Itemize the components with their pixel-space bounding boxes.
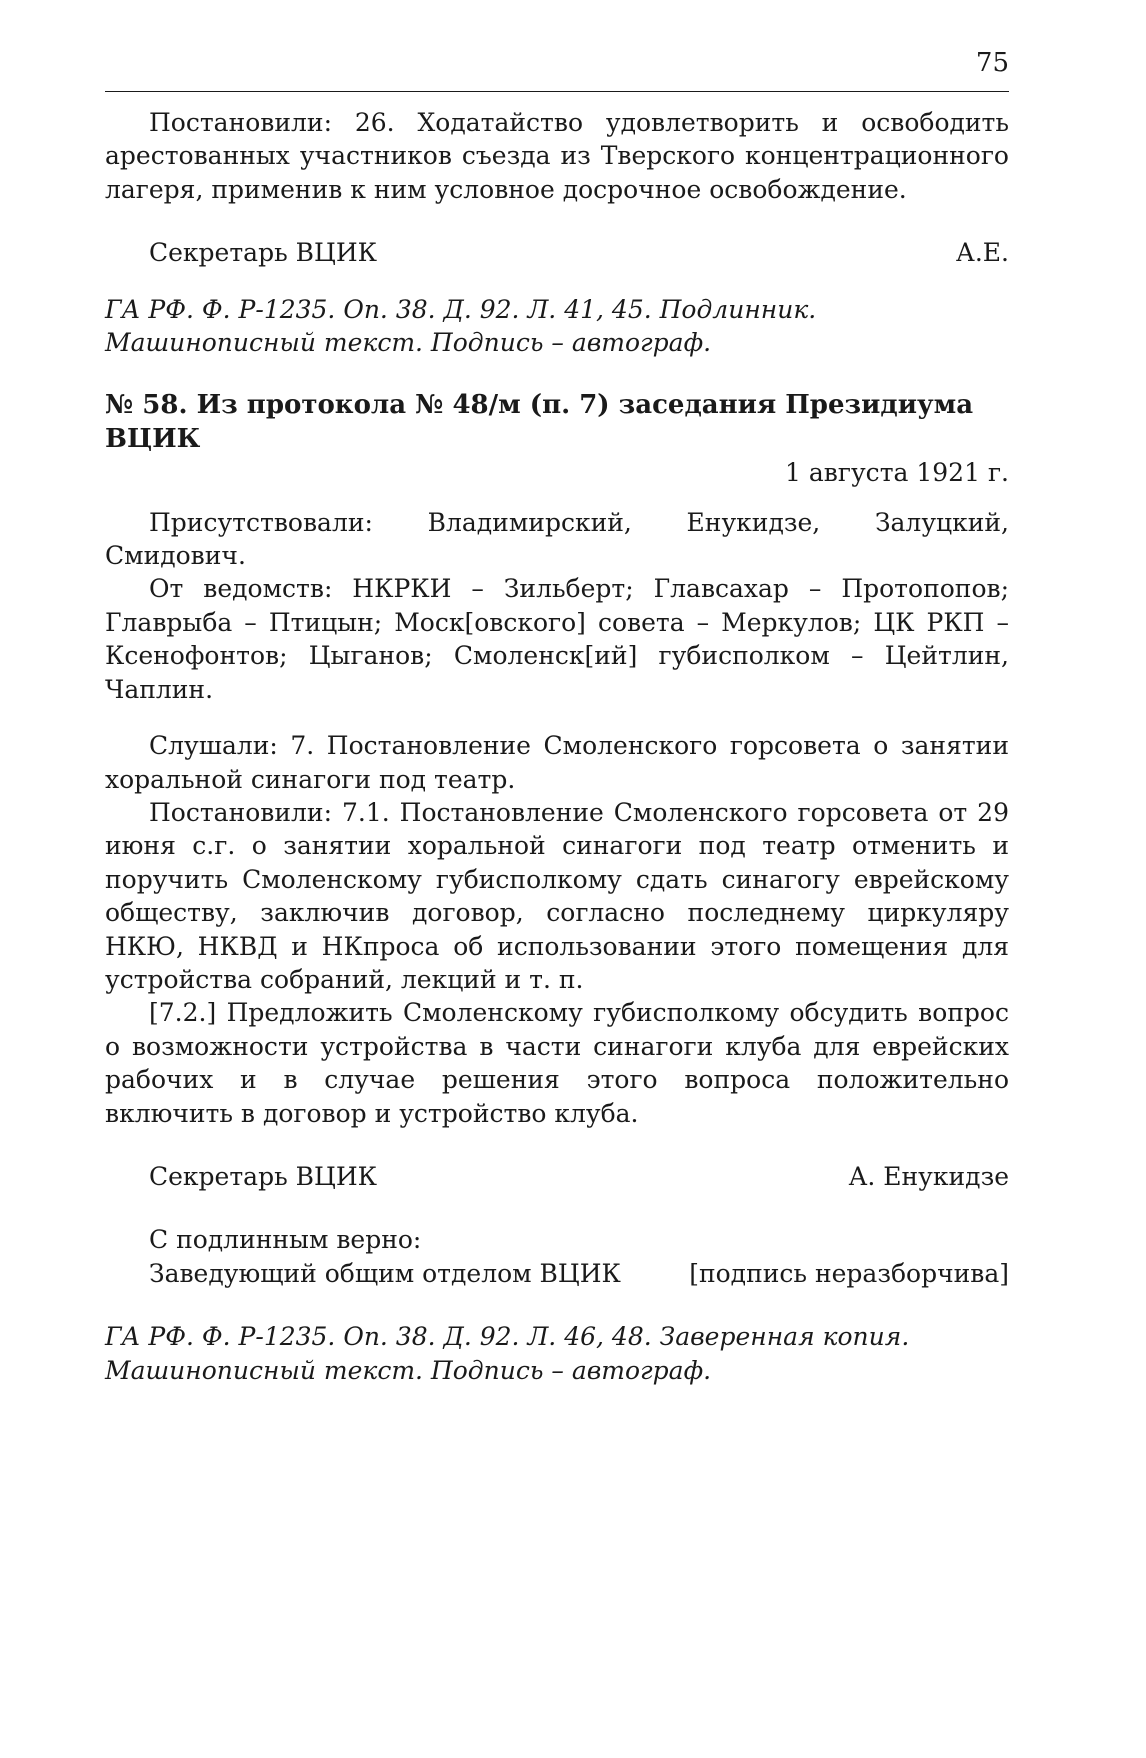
doc57-source — [105, 293, 1009, 360]
page-number: 75 — [975, 48, 1009, 78]
doc58-heard: Слушали: 7. Постановление Смоленского горсовета о занятии хоральной синагоги под театр. — [105, 731, 1009, 794]
doc58-signature-title: Секретарь ВЦИК — [149, 1161, 377, 1191]
header-rule — [105, 91, 1009, 92]
doc58-certification — [105, 1223, 1009, 1290]
doc58-certified-row — [105, 1257, 1009, 1290]
doc58-source-line1: ГА РФ. Ф. Р-1235. Оп. 38. Д. 92. Л. 46, 48. Заверенная копия. — [105, 1322, 910, 1352]
doc58-present: Присутствовали: Владимирский, Енукидзе, Залуцкий, Смидович. — [105, 507, 1009, 571]
doc57-source-line2: Машинописный текст. Подпись – автограф. — [105, 328, 712, 358]
doc58-resolved-2: [7.2.] Предложить Смоленскому губисполкому обсудить вопрос о возможности устройства в части синагоги клуба для еврейских рабочих и в случае решения этого вопроса положительно включить в договор и устройство клуба. — [105, 998, 1009, 1128]
doc58-title: № 58. Из протокола № 48/м (п. 7) заседания Президиума ВЦИК — [105, 390, 974, 454]
doc57-signature — [105, 236, 1009, 269]
doc58-signature-name: А. Енукидзе — [848, 1161, 1009, 1191]
doc58-departments: От ведомств: НКРКИ – Зильберт; Главсахар – Протопопов; Главрыба – Птицын; Моск[овского] совета – Меркулов; ЦК РКП – Ксенофонтов; Цыганов; Смоленск[ий] губисполком – Цейтлин, Чаплин. — [105, 574, 1009, 704]
document-body — [105, 106, 1009, 1387]
doc58-certified-title: Заведующий общим отделом ВЦИК — [149, 1258, 621, 1288]
doc58-signature — [105, 1160, 1009, 1193]
doc58-source-line2: Машинописный текст. Подпись – автограф. — [105, 1355, 712, 1385]
doc57-resolution: Постановили: 26. Ходатайство удовлетворить и освободить арестованных участников съезда из Тверского концентрационного лагеря, применив к ним условное досрочное освобождение. — [105, 108, 1009, 204]
doc58-source — [105, 1320, 1009, 1387]
doc57-signature-name: А.Е. — [955, 238, 1009, 268]
doc57-source-line1: ГА РФ. Ф. Р-1235. Оп. 38. Д. 92. Л. 41, 45. Подлинник. — [105, 294, 817, 324]
doc58-resolved: Постановили: 7.1. Постановление Смоленского горсовета от 29 июня с.г. о занятии хоральной синагоги под театр отменить и поручить Смоленскому губисполкому сдать синагогу еврейскому обществу, заключив договор, согласно последнему циркуляру НКЮ, НКВД и НКпроса об использовании этого помещения для устройства собраний, лекций и т. п. — [105, 797, 1009, 994]
doc58-date: 1 августа 1921 г. — [785, 458, 1009, 488]
doc58-certified-signature: [подпись неразборчива] — [689, 1258, 1009, 1288]
doc58-certified-line: С подлинным верно: — [149, 1225, 422, 1255]
doc57-signature-title: Секретарь ВЦИК — [149, 238, 377, 268]
